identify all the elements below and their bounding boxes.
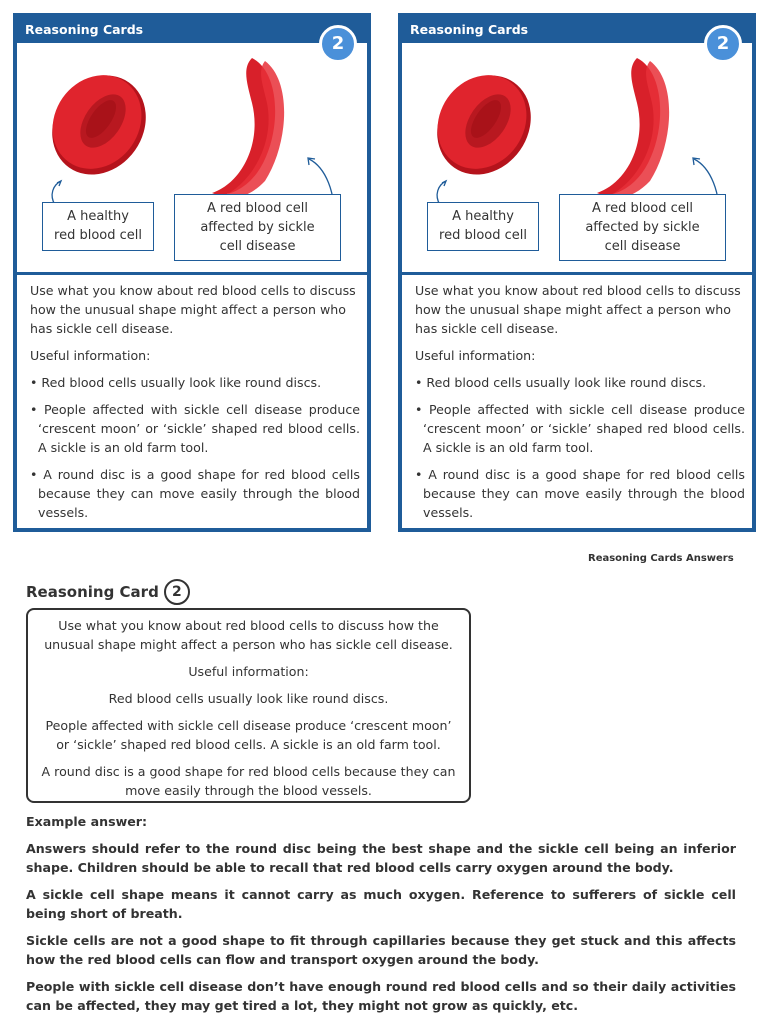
answer-card-intro: Use what you know about red blood cells to discuss how the unusual shape might affect a person who has sickle cell disease. — [44, 618, 453, 652]
card-intro: Use what you know about red blood cells to discuss how the unusual shape might affect a person who has sickle cell disease. — [30, 283, 356, 336]
caption-line: A healthy — [67, 209, 129, 224]
answers-section-label: Reasoning Cards Answers — [588, 553, 734, 564]
bullet-item: • People affected with sickle cell disease produce ‘crescent moon’ or ‘sickle’ shaped red blood cells. A sickle is an old farm tool. — [415, 402, 745, 455]
card-header — [402, 17, 752, 43]
useful-info-label: Useful information: — [415, 348, 536, 363]
sickle-red-blood-cell-image — [212, 58, 284, 198]
answer-card-line: A round disc is a good shape for red blood cells because they can move easily through the blood vessels. — [41, 764, 456, 798]
example-answer-label: Example answer: — [26, 814, 147, 829]
card-divider — [17, 272, 367, 275]
card-divider — [402, 272, 752, 275]
caption-sickle-cell — [174, 194, 341, 261]
caption-line: red blood cell — [439, 228, 527, 243]
caption-line: cell disease — [604, 239, 681, 254]
healthy-red-blood-cell-image — [33, 57, 165, 193]
card-number-badge: 2 — [319, 25, 357, 63]
caption-healthy-cell — [42, 202, 154, 251]
answer-card-line: Red blood cells usually look like round discs. — [108, 691, 389, 706]
card-intro: Use what you know about red blood cells to discuss how the unusual shape might affect a person who has sickle cell disease. — [415, 283, 741, 336]
caption-sickle-cell — [559, 194, 726, 261]
caption-line: affected by sickle — [200, 220, 315, 235]
answer-card-number: 2 — [164, 579, 190, 605]
answer-card-line: People affected with sickle cell disease produce ‘crescent moon’ or ‘sickle’ shaped red blood cells. A sickle is an old farm tool. — [45, 718, 452, 752]
caption-healthy-cell — [427, 202, 539, 251]
example-answer-section — [26, 812, 736, 1023]
bullet-item: • Red blood cells usually look like round discs. — [415, 375, 707, 390]
card-header — [17, 17, 367, 43]
reasoning-card-right — [398, 13, 756, 532]
caption-line: red blood cell — [54, 228, 142, 243]
answer-card-title-text: Reasoning Card — [26, 583, 159, 601]
example-paragraph: Answers should refer to the round disc being the best shape and the sickle cell being an inferior shape. Children should be able to recall that red blood cells carry oxygen around the body. — [26, 841, 736, 875]
useful-info-label: Useful information: — [30, 348, 151, 363]
card-text — [30, 281, 360, 530]
answer-card-title — [26, 579, 190, 605]
answer-card-box — [26, 608, 471, 803]
caption-line: affected by sickle — [585, 220, 700, 235]
caption-line: A red blood cell — [207, 201, 308, 216]
caption-line: cell disease — [219, 239, 296, 254]
healthy-red-blood-cell-image — [418, 57, 550, 193]
card-header-title: Reasoning Cards — [25, 22, 144, 37]
card-number-badge: 2 — [704, 25, 742, 63]
answer-card-useful-label: Useful information: — [188, 664, 309, 679]
caption-line: A red blood cell — [592, 201, 693, 216]
example-paragraph: A sickle cell shape means it cannot carry as much oxygen. Reference to sufferers of sickle cell being short of breath. — [26, 887, 736, 921]
caption-line: A healthy — [452, 209, 514, 224]
bullet-item: • Red blood cells usually look like round discs. — [30, 375, 322, 390]
card-header-title: Reasoning Cards — [410, 22, 529, 37]
bullet-item: • A round disc is a good shape for red blood cells because they can move easily through the blood vessels. — [415, 467, 745, 520]
sickle-red-blood-cell-image — [597, 58, 669, 198]
reasoning-card-left — [13, 13, 371, 532]
example-paragraph: Sickle cells are not a good shape to fit through capillaries because they get stuck and this affects how the red blood cells can flow and transport oxygen around the body. — [26, 933, 736, 967]
example-paragraph: People with sickle cell disease don’t have enough round red blood cells and so their daily activities can be affected, they may get tired a lot, they might not grow as quickly, etc. — [26, 979, 736, 1013]
bullet-item: • A round disc is a good shape for red blood cells because they can move easily through the blood vessels. — [30, 467, 360, 520]
card-text — [415, 281, 745, 530]
bullet-item: • People affected with sickle cell disease produce ‘crescent moon’ or ‘sickle’ shaped red blood cells. A sickle is an old farm tool. — [30, 402, 360, 455]
